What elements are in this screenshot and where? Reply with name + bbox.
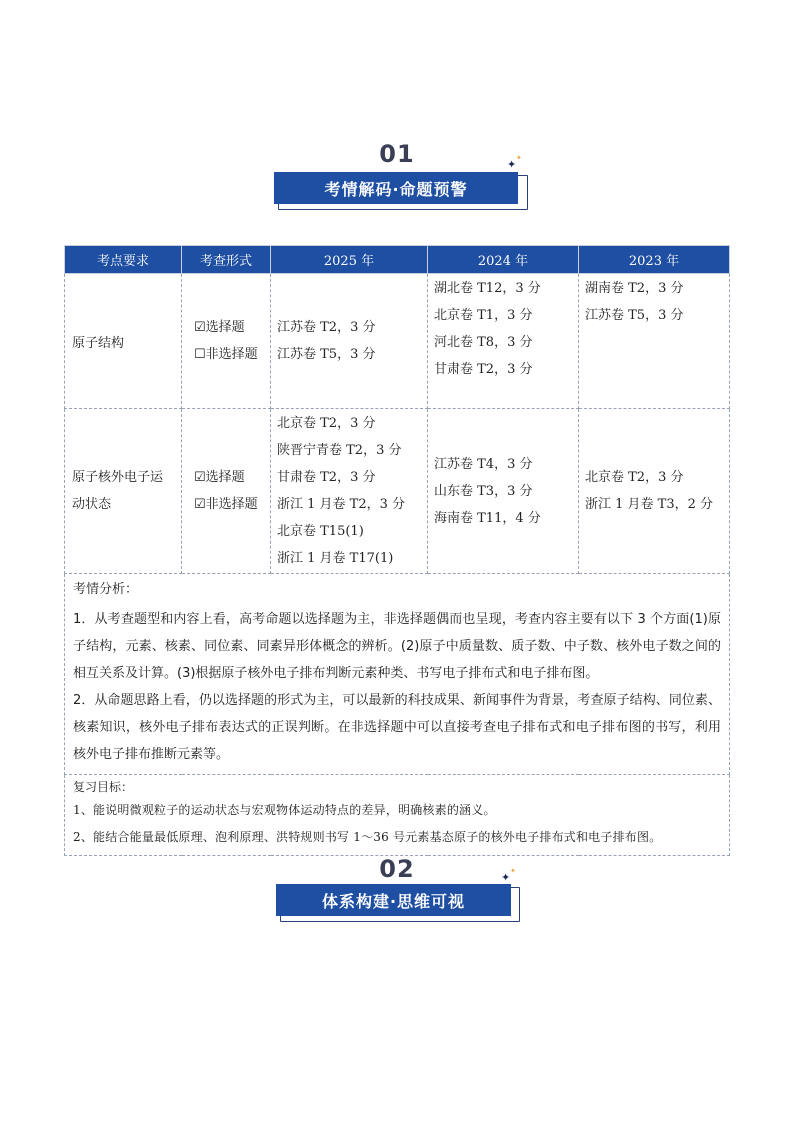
list-item: 河北卷 T8，3 分 [434, 335, 533, 350]
year-2025-cell [271, 274, 428, 409]
year-2023-cell [579, 409, 730, 574]
topic-cell: 原子结构 [65, 274, 182, 409]
review-cell [65, 775, 730, 856]
year-2024-cell [428, 409, 579, 574]
table-row [65, 409, 730, 574]
section-number: 01 [379, 140, 415, 168]
list-item: 甘肃卷 T2，3 分 [277, 470, 376, 485]
header-cell: 2024 年 [428, 246, 579, 274]
year-2025-cell [271, 409, 428, 574]
header-cell: 2023 年 [579, 246, 730, 274]
form-item: ☑选择题 [194, 320, 245, 335]
topic-line: 动状态 [72, 497, 112, 512]
form-cell [182, 409, 271, 574]
list-item: 江苏卷 T2，3 分 [277, 320, 376, 335]
analysis-paragraph: 2．从命题思路上看，仍以选择题的形式为主，可以最新的科技成果、新闻事件为背景，考查原子结构、同位素、核素知识，核外电子排布表达式的正误判断。在非选择题中可以直接考查电子排布式和电子排布图的书写，利用核外电子排布推断元素等。 [73, 693, 721, 762]
header-cell: 考查形式 [182, 246, 271, 274]
review-row [65, 775, 730, 856]
table-header-row [65, 246, 730, 274]
list-item: 湖南卷 T2，3 分 [585, 281, 684, 296]
list-item: 浙江 1 月卷 T3，2 分 [585, 497, 714, 512]
review-item: 2、能结合能量最低原理、泡利原理、洪特规则书写 1～36 号元素基态原子的核外电子排布式和电子排布图。 [73, 830, 662, 844]
form-item: ☑选择题 [194, 470, 245, 485]
header-cell: 考点要求 [65, 246, 182, 274]
sparkle-icon: ✦ [510, 867, 516, 875]
analysis-heading: 考情分析： [73, 582, 139, 597]
header-cell: 2025 年 [271, 246, 428, 274]
section-title: 考情解码·命题预警 [274, 172, 518, 204]
list-item: 陕晋宁青卷 T2，3 分 [277, 443, 402, 458]
section-number: 02 [379, 855, 415, 883]
review-heading: 复习目标： [73, 780, 134, 794]
list-item: 浙江 1 月卷 T17(1) [277, 551, 394, 566]
year-2023-cell [579, 274, 730, 409]
list-item: 北京卷 T2，3 分 [585, 470, 684, 485]
topic-line: 原子核外电子运 [72, 470, 164, 485]
list-item: 北京卷 T15(1) [277, 524, 364, 539]
list-item: 湖北卷 T12，3 分 [434, 281, 541, 296]
form-cell [182, 274, 271, 409]
topic-cell [65, 409, 182, 574]
list-item: 江苏卷 T5，3 分 [277, 347, 376, 362]
list-item: 甘肃卷 T2，3 分 [434, 362, 533, 377]
analysis-row [65, 574, 730, 775]
list-item: 江苏卷 T4，3 分 [434, 456, 533, 472]
list-item: 江苏卷 T5，3 分 [585, 308, 684, 323]
sparkle-icon: ✦ [507, 158, 517, 171]
list-item: 浙江 1 月卷 T2，3 分 [277, 497, 406, 512]
list-item: 北京卷 T1，3 分 [434, 308, 533, 323]
table-row [65, 274, 730, 409]
list-item: 山东卷 T3，3 分 [434, 483, 533, 499]
form-item: ☑非选择题 [194, 497, 258, 512]
analysis-paragraph: 1．从考查题型和内容上看，高考命题以选择题为主，非选择题偶而也呈现，考查内容主要有以下 3 个方面(1)原子结构，元素、核素、同位素、同素异形体概念的辨析。(2)原子中质量数、质子数、中子数、核外电子数之间的相互关系及计算。(3)根据原子核外电子排布判断元素种类、书写电子排布式和电子排布图。 [73, 612, 721, 681]
list-item: 海南卷 T11，4 分 [434, 510, 541, 526]
analysis-cell [65, 574, 730, 775]
sparkle-icon: ✦ [501, 871, 511, 884]
section-title: 体系构建·思维可视 [276, 884, 511, 916]
form-item: ☐非选择题 [194, 347, 258, 362]
review-item: 1、能说明微观粒子的运动状态与宏观物体运动特点的差异，明确核素的涵义。 [73, 803, 496, 817]
sparkle-icon: ✦ [516, 154, 522, 162]
exam-table [64, 245, 730, 856]
list-item: 北京卷 T2，3 分 [277, 416, 376, 431]
year-2024-cell [428, 274, 579, 409]
